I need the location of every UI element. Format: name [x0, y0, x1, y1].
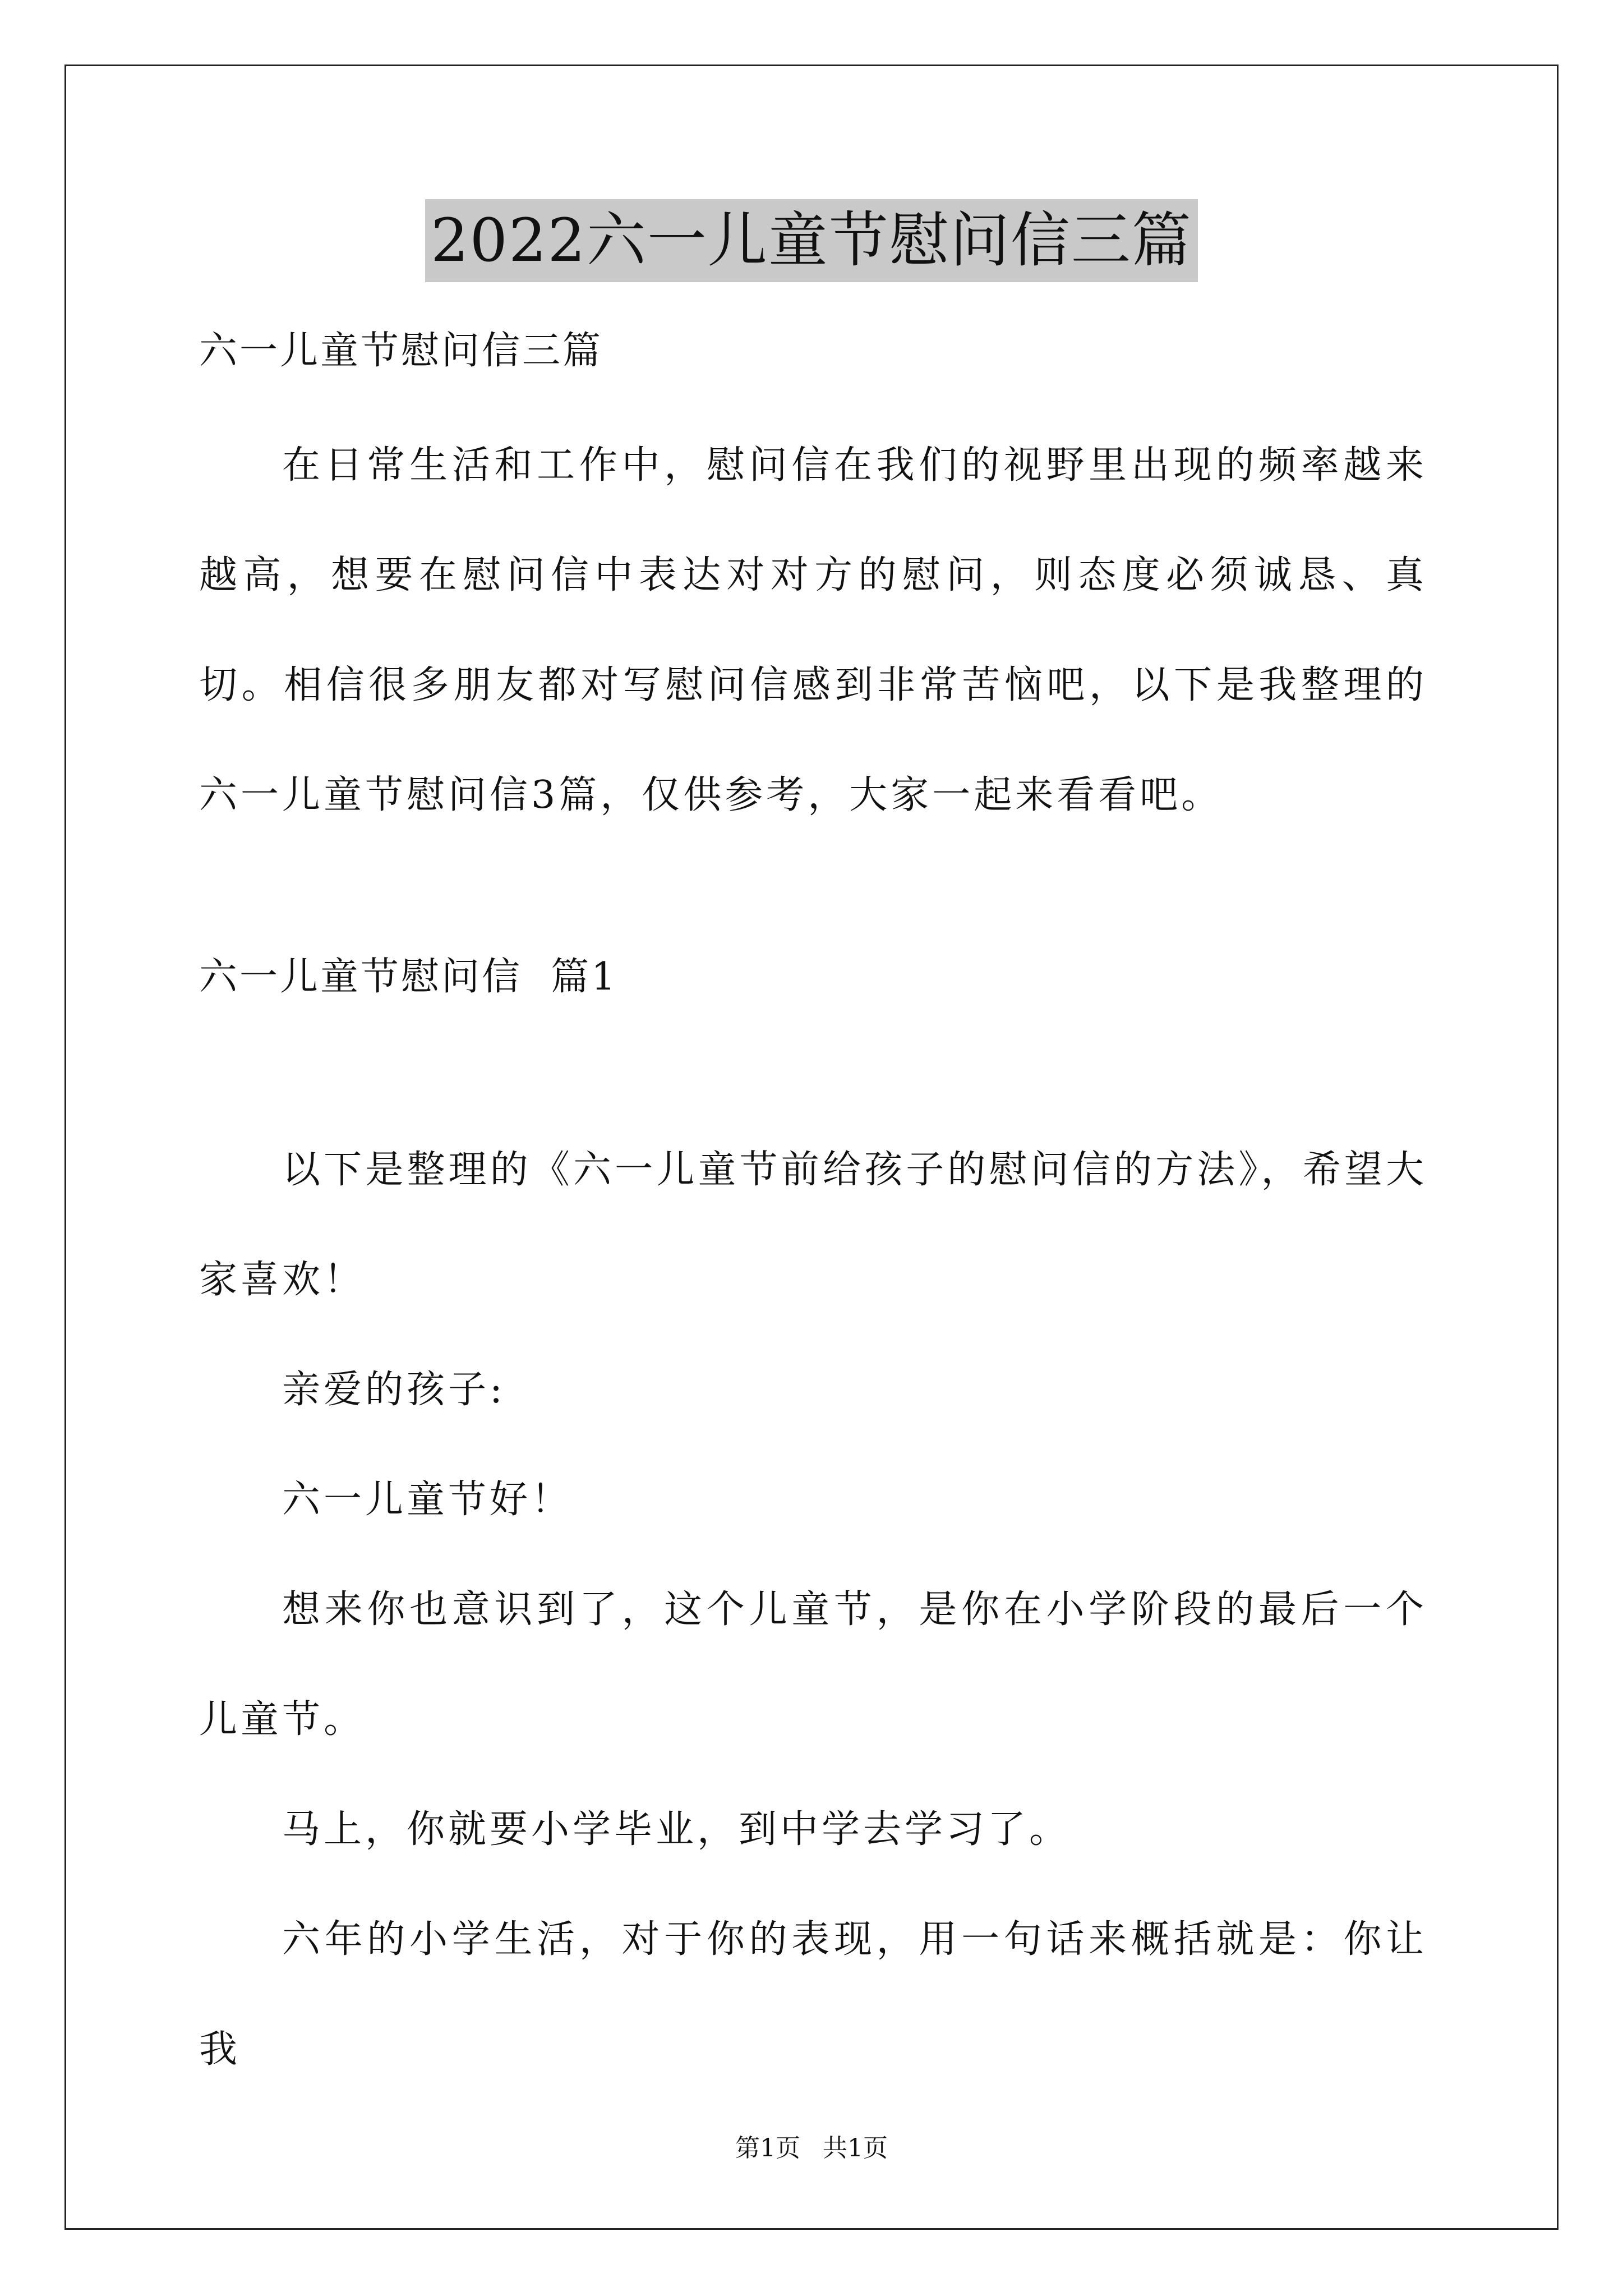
- body-paragraph: 六年的小学生活，对于你的表现，用一句话来概括就是：你让我: [199, 1917, 1427, 2072]
- page-total: 共1页: [823, 2134, 888, 2162]
- document-body: [199, 325, 1427, 2105]
- salutation: 亲爱的孩子:: [282, 1368, 506, 1412]
- document-title: 2022六一儿童节慰问信三篇: [425, 199, 1198, 282]
- greeting: 六一儿童节好！: [282, 1478, 573, 1522]
- body-paragraph: 想来你也意识到了，这个儿童节，是你在小学阶段的最后一个儿童节。: [199, 1588, 1427, 1742]
- title-container: [0, 199, 1623, 282]
- intro-paragraph: 在日常生活和工作中，慰问信在我们的视野里出现的频率越来越高，想要在慰问信中表达对对方的慰问，则态度必须诚恳、真切。相信很多朋友都对写慰问信感到非常苦恼吧，以下是我整理的六一儿童节慰问信3篇，仅供参考，大家一起来看看吧。: [199, 443, 1427, 817]
- body-paragraph: 马上，你就要小学毕业，到中学去学习了。: [282, 1807, 1071, 1852]
- section-heading: 六一儿童节慰问信 篇1: [199, 955, 618, 999]
- page-footer: [0, 2132, 1623, 2165]
- page-number: 第1页: [735, 2134, 800, 2162]
- subtitle: 六一儿童节慰问信三篇: [199, 329, 603, 373]
- body-paragraph: 以下是整理的《六一儿童节前给孩子的慰问信的方法》，希望大家喜欢！: [199, 1148, 1427, 1302]
